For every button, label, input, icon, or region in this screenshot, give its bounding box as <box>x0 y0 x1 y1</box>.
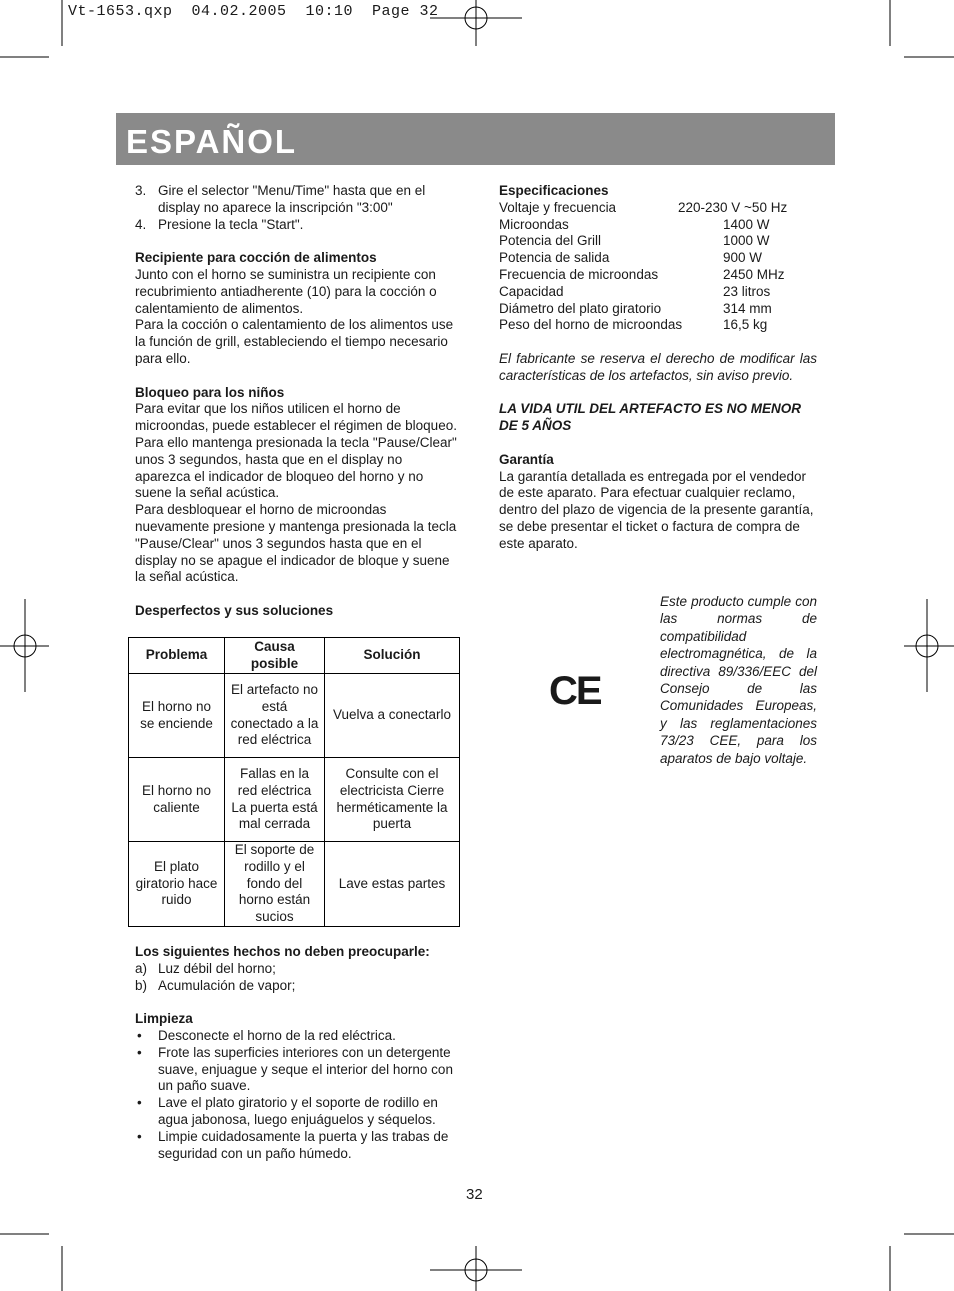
table-row <box>129 758 460 842</box>
list-item: • Lave el plato giratorio y el soporte de rodillo en agua jabonosa, luego enjuáguelos y séquelos. <box>137 1095 438 1127</box>
file-slug: Vt-1653.qxp 04.02.2005 10:10 Page 32 <box>68 3 439 20</box>
table-cell: El soporte de rodillo y el fondo del horno están sucios <box>225 842 325 927</box>
registration-mark-left <box>0 599 49 692</box>
spec-row: Peso del horno de microondas 16,5 kg <box>499 317 768 333</box>
section-title-child-lock: Bloqueo para los niños <box>135 384 285 400</box>
language-title: ESPAÑOL <box>126 123 298 160</box>
right-column <box>499 183 817 553</box>
list-item: b) Acumulación de vapor; <box>135 977 296 993</box>
language-header <box>116 113 835 165</box>
spec-row: Capacidad 23 litros <box>499 283 771 299</box>
manufacturer-note: El fabricante se reserva el derecho de modificar las características de los artefactos, sin aviso previo. <box>499 350 817 383</box>
section-title-cleaning: Limpieza <box>135 1011 193 1027</box>
section-title-no-worry: Los siguientes hechos no deben preocuparle: <box>135 944 430 959</box>
table-cell: Consulte con el electricista Cierre herméticamente la puerta <box>325 758 460 842</box>
child-lock-paragraph: Para evitar que los niños utilicen el horno de microondas, puede establecer el régimen de bloqueo. Para ello mantenga presionada la tecla "Pause/Clear" unos 3 segundos, hasta que en el display no aparezca el indicador de bloqueo del horno y no suene la señal acústica. <box>135 401 457 501</box>
registration-mark-bottom <box>430 1246 522 1291</box>
table-cell: El horno no caliente <box>129 758 225 842</box>
section-title-specs: Especificaciones <box>499 183 609 198</box>
left-column-lower <box>135 944 458 1162</box>
troubleshooting-table <box>128 637 460 927</box>
table-cell: El artefacto no está conectado a la red eléctrica <box>225 674 325 758</box>
spec-row: Microondas 1400 W <box>499 216 770 232</box>
table-cell: Fallas en la red eléctrica La puerta está mal cerrada <box>225 758 325 842</box>
table-cell: Vuelva a conectarlo <box>325 674 460 758</box>
table-header: Problema <box>129 638 225 674</box>
table-header: Solución <box>325 638 460 674</box>
table-cell: El plato giratorio hace ruido <box>129 842 225 927</box>
step-item: 3. Gire el selector "Menu/Time" hasta que en el display no aparece la inscripción "3:00" <box>135 183 426 215</box>
spec-row: Potencia de salida 900 W <box>499 250 763 266</box>
list-item: • Frote las superficies interiores con un detergente suave, enjuague y seque el interior del horno con un paño suave. <box>137 1044 453 1094</box>
section-title-warranty: Garantía <box>499 451 554 467</box>
table-cell: Lave estas partes <box>325 842 460 927</box>
section-title-troubleshooting: Desperfectos y sus soluciones <box>135 602 334 618</box>
spec-row: Voltaje y frecuencia 220-230 V ~50 Hz <box>499 199 788 215</box>
step-item: 4. Presione la tecla "Start". <box>135 216 304 232</box>
left-column <box>135 183 458 620</box>
table-header: Causa posible <box>225 638 325 674</box>
page-number: 32 <box>466 1186 483 1203</box>
list-item: a) Luz débil del horno; <box>135 960 276 976</box>
registration-mark-right <box>904 599 954 692</box>
spec-row: Diámetro del plato giratorio 314 mm <box>499 300 772 316</box>
recipient-paragraph: Para la cocción o calentamiento de los alimentos use la función de grill, estableciendo el tiempo necesario para ello. <box>135 317 454 366</box>
spec-row: Frecuencia de microondas 2450 MHz <box>499 266 785 282</box>
table-row <box>129 842 460 927</box>
warranty-paragraph: La garantía detallada es entregada por el vendedor de este aparato. Para efectuar cualquier reclamo, dentro del plazo de vigencia de la presente garantía, se debe presentar el ticket o factura de compra de este aparato. <box>499 468 814 551</box>
lifetime-notice: LA VIDA UTIL DEL ARTEFACTO ES NO MENOR DE 5 AÑOS <box>499 401 802 434</box>
child-lock-paragraph: Para desbloquear el horno de microondas nuevamente presione y mantenga presionada la tecla "Pause/Clear" unos 3 segundos hasta que en el display no se apague el indicador de bloque y suene la señal acústica. <box>135 502 457 585</box>
table-row <box>129 674 460 758</box>
list-item: • Desconecte el horno de la red eléctrica. <box>137 1027 396 1043</box>
table-cell: El horno no se enciende <box>129 674 225 758</box>
ce-mark-icon: CE <box>549 669 601 713</box>
registration-mark-top <box>430 0 522 46</box>
section-title-recipient: Recipiente para cocción de alimentos <box>135 250 377 266</box>
list-item: • Limpie cuidadosamente la puerta y las trabas de seguridad con un paño húmedo. <box>137 1128 449 1161</box>
spec-row: Potencia del Grill 1000 W <box>499 233 770 249</box>
recipient-paragraph: Junto con el horno se suministra un recipiente con recubrimiento antiadherente (10) para la cocción o calentamiento de alimentos. <box>135 266 437 316</box>
ce-compliance-text: Este producto cumple con las normas de compatibilidad electromagnética, de la directiva 89/336/EEC del Consejo de las Comunidades Europeas, y las reglamentaciones 73/23 CEE, para los aparatos de bajo voltaje. <box>660 594 817 766</box>
